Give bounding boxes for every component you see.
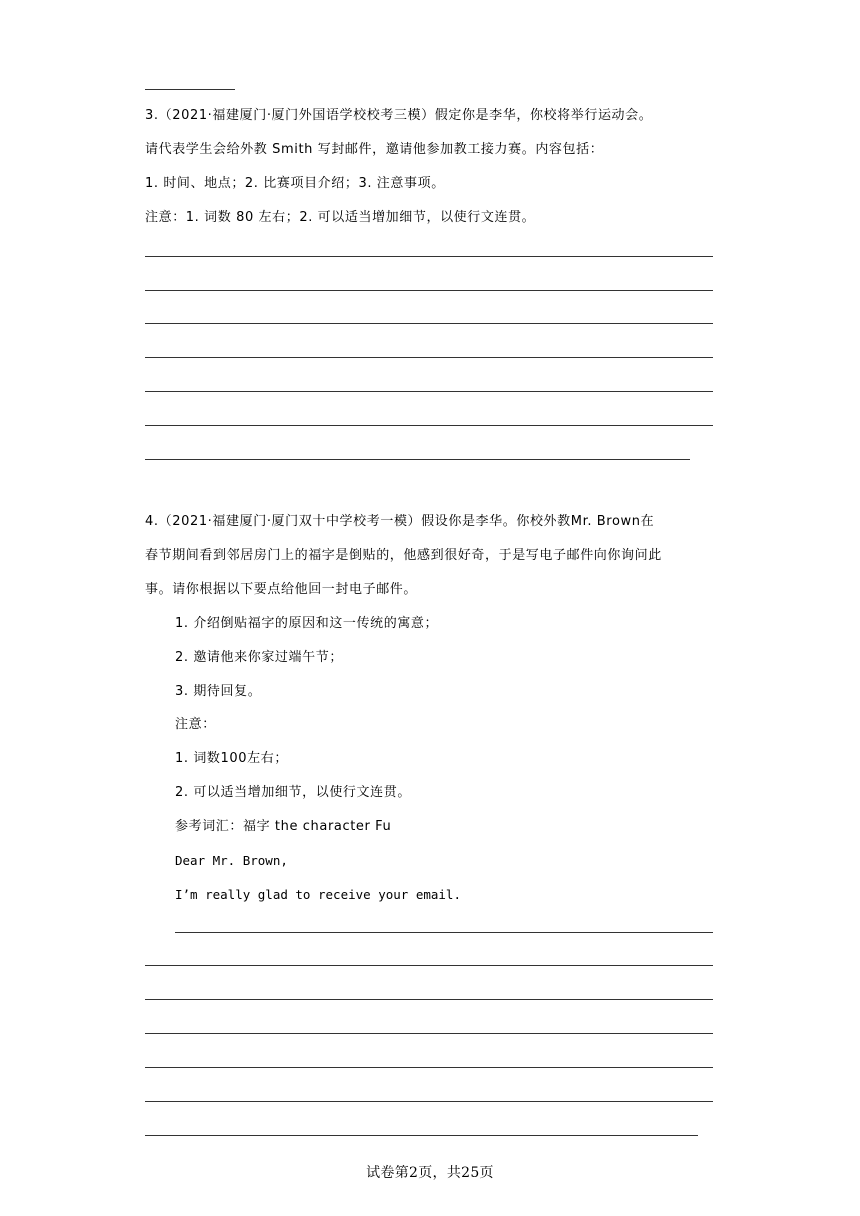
q3-answer-line[interactable] (145, 256, 713, 257)
q4-answer-line[interactable] (145, 1101, 713, 1102)
q4-line-2: 春节期间看到邻居房门上的福字是倒贴的，他感到很好奇，于是写电子邮件向你询问此 (145, 548, 662, 563)
q4-answer-line[interactable] (175, 932, 713, 933)
q4-answer-line[interactable] (145, 999, 713, 1000)
q4-point-1: 1. 介绍倒贴福字的原因和这一传统的寓意； (175, 616, 439, 631)
q4-opening: I’m really glad to receive your email. (175, 887, 461, 902)
page-footer: 试卷第2页，共25页 (366, 1165, 494, 1181)
q3-line-2: 请代表学生会给外教 Smith 写封邮件，邀请他参加教工接力赛。内容包括： (145, 142, 604, 157)
q3-answer-line[interactable] (145, 357, 713, 358)
q4-point-3: 3. 期待回复。 (175, 684, 262, 699)
q4-notice-label: 注意： (175, 717, 216, 732)
q4-vocab: 参考词汇：福字 the character Fu (175, 819, 392, 834)
q4-answer-line[interactable] (145, 1033, 713, 1034)
answer-line-remnant (145, 89, 235, 90)
q4-point-2: 2. 邀请他来你家过端午节； (175, 650, 343, 665)
q4-line-3: 事。请你根据以下要点给他回一封电子邮件。 (145, 582, 418, 597)
q4-answer-line[interactable] (145, 965, 713, 966)
q4-salutation: Dear Mr. Brown, (175, 853, 288, 868)
q3-line-3: 1. 时间、地点；2. 比赛项目介绍；3. 注意事项。 (145, 176, 445, 191)
q4-notice-1: 1. 词数100左右； (175, 751, 288, 766)
q3-answer-line[interactable] (145, 323, 713, 324)
q3-answer-line[interactable] (145, 290, 713, 291)
q3-answer-line[interactable] (145, 425, 713, 426)
q4-notice-2: 2. 可以适当增加细节，以使行文连贯。 (175, 785, 411, 800)
q4-answer-line[interactable] (145, 1067, 713, 1068)
q3-answer-line[interactable] (145, 459, 690, 460)
q3-answer-line[interactable] (145, 391, 713, 392)
q4-line-1: 4.（2021·福建厦门·厦门双十中学校考一模）假设你是李华。你校外教Mr. Brown在 (145, 514, 655, 529)
q3-line-4: 注意：1. 词数 80 左右；2. 可以适当增加细节，以使行文连贯。 (145, 210, 536, 225)
q4-answer-line[interactable] (145, 1135, 698, 1136)
q3-line-1: 3.（2021·福建厦门·厦门外国语学校校考三模）假定你是李华，你校将举行运动会。 (145, 108, 653, 123)
